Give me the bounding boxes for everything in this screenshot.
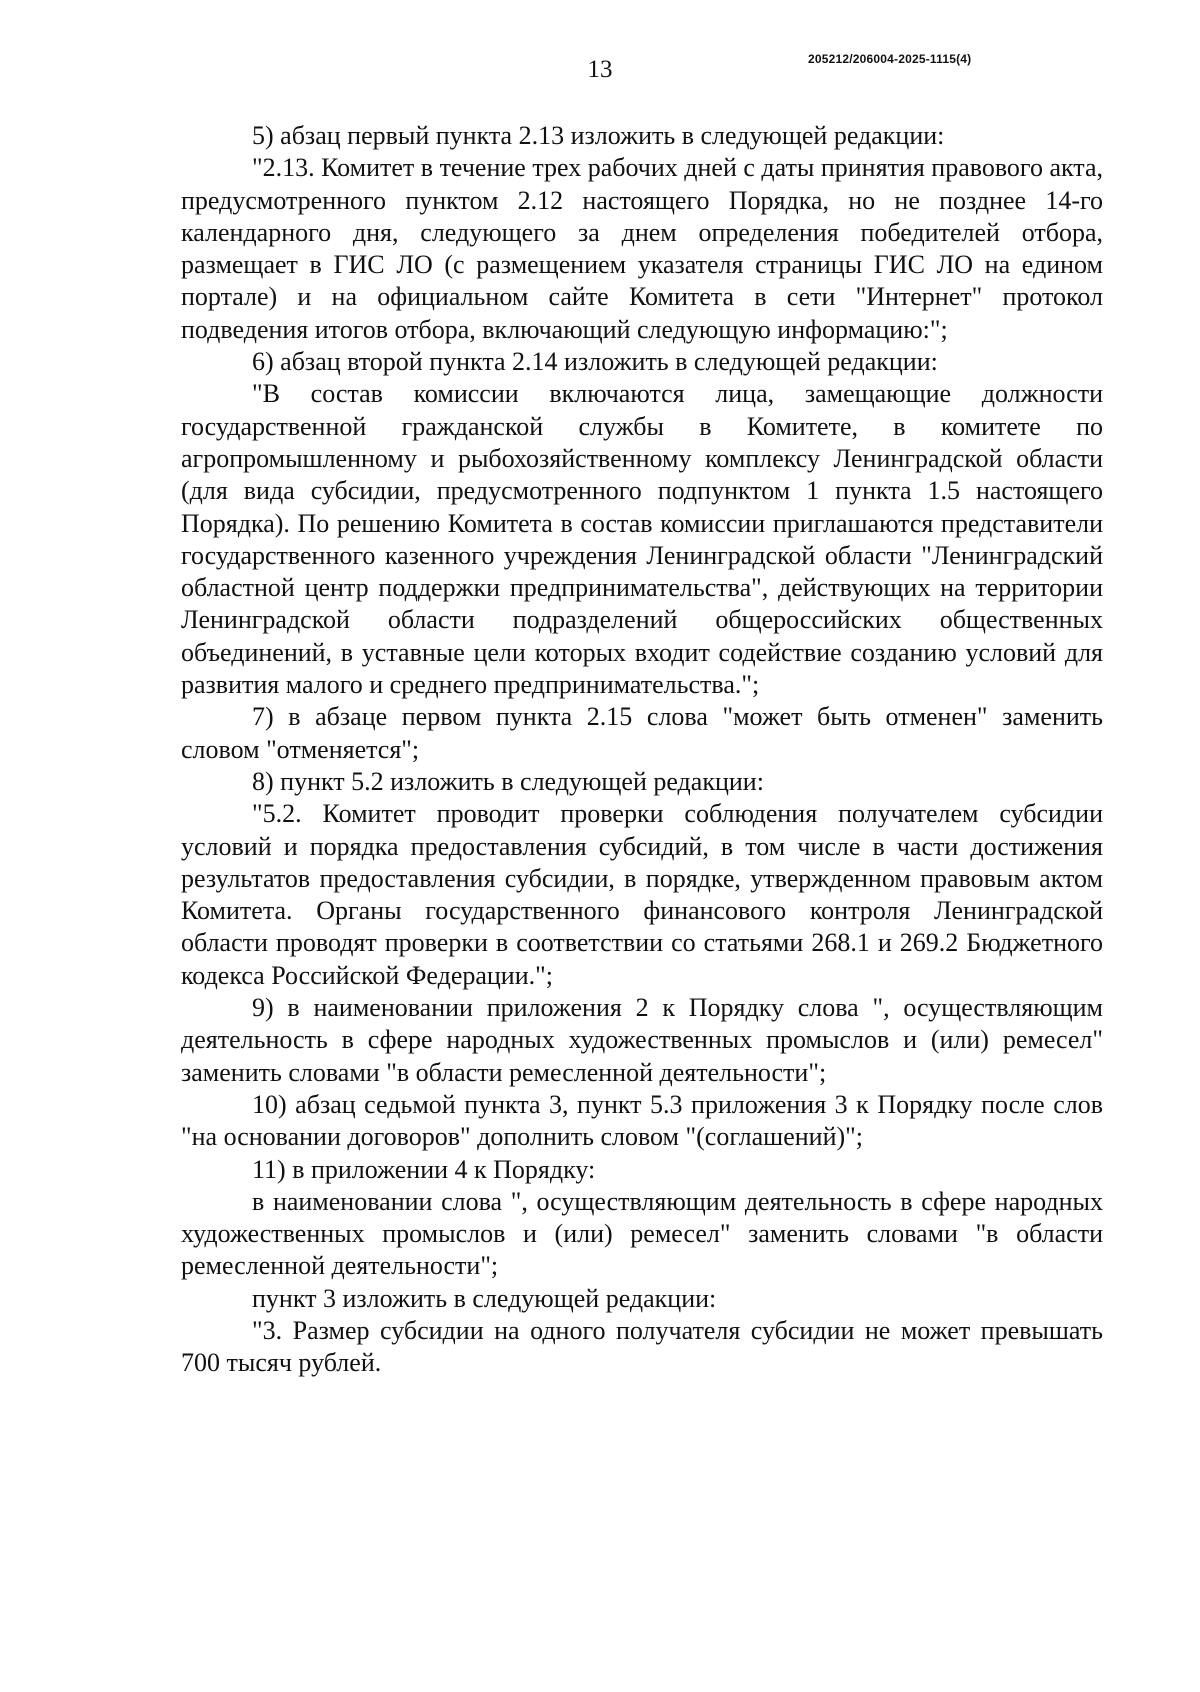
- paragraph-2-13-text: "2.13. Комитет в течение трех рабочих дней с даты принятия правового акта, предусмотренного пунктом 2.12 настоящего Порядка, но не позднее 14-го календарного дня, следующего за днем определения победителей отбора, размещает в ГИС ЛО (с размещением указателя страницы ГИС ЛО на едином портале) и на официальном сайте Комитета в сети "Интернет" протокол подведения итогов отбора, включающий следующую информацию:";: [181, 153, 1103, 344]
- paragraph-item-7: 7) в абзаце первом пункта 2.15 слова "может быть отменен" заменить словом "отменяется";: [181, 702, 1103, 764]
- document-body: [181, 120, 1103, 1380]
- paragraph-item-9: 9) в наименовании приложения 2 к Порядку слова ", осуществляющим деятельность в сфере народных художественных промыслов и (или) ремесел" заменить словами "в области ремесленной деятельности";: [181, 993, 1103, 1087]
- paragraph-item-10: 10) абзац седьмой пункта 3, пункт 5.3 приложения 3 к Порядку после слов "на основании договоров" дополнить словом "(соглашений)";: [181, 1089, 1103, 1152]
- paragraph-point-3-heading: пункт 3 изложить в следующей редакции:: [252, 1283, 717, 1313]
- document-registration-code: 205212/206004-2025-1115(4): [808, 52, 972, 66]
- paragraph-item-6-heading: 6) абзац второй пункта 2.14 изложить в следующей редакции:: [252, 347, 938, 377]
- paragraph-appendix-4-title-change: в наименовании слова ", осуществляющим деятельность в сфере народных художественных промыслов и (или) ремесел" заменить словами "в области ремесленной деятельности";: [181, 1186, 1103, 1281]
- paragraph-commission-text: "В состав комиссии включаются лица, замещающие должности государственной гражданской службы в Комитете, в комитете по агропромышленному и рыбохозяйственному комплексу Ленинградской области (для вида субсидии, предусмотренного подпунктом 1 пункта 1.5 настоящего Порядка). По решению Комитета в состав комиссии приглашаются представители государственного казенного учреждения Ленинградской области "Ленинградский областной центр поддержки предпринимательства", действующих на территории Ленинградской области подразделений общероссийских общественных объединений, в уставные цели которых входит содействие созданию условий для развития малого и среднего предпринимательства.";: [181, 379, 1103, 700]
- paragraph-item-8-heading: 8) пункт 5.2 изложить в следующей редакции:: [252, 766, 764, 796]
- paragraph-5-2-text: "5.2. Комитет проводит проверки соблюдения получателем субсидии условий и порядка предоставления субсидий, в том числе в части достижения результатов предоставления субсидии, в порядке, утвержденном правовым актом Комитета. Органы государственного финансового контроля Ленинградской области проводят проверки в соответствии со статьями 268.1 и 269.2 Бюджетного кодекса Российской Федерации.";: [181, 799, 1103, 990]
- paragraph-item-5-heading: 5) абзац первый пункта 2.13 изложить в следующей редакции:: [252, 121, 945, 150]
- page-number: 13: [587, 56, 613, 83]
- paragraph-point-3-text: "3. Размер субсидии на одного получателя субсидии не может превышать 700 тысяч рублей.: [181, 1315, 1103, 1378]
- paragraph-item-11-heading: 11) в приложении 4 к Порядку:: [252, 1154, 596, 1184]
